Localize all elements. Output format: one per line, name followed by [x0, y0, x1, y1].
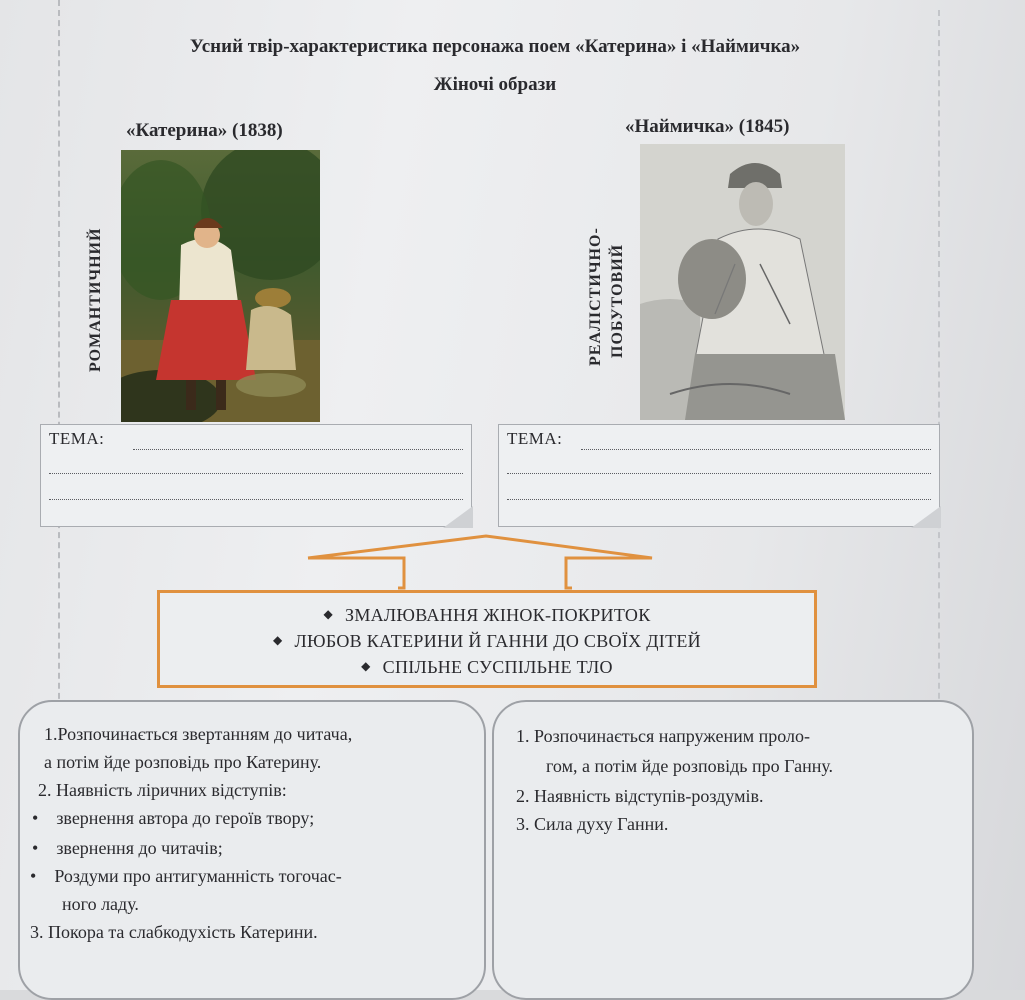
right-list-line: 1. Розпочинається напруженим проло-: [516, 726, 810, 746]
right-list-line: 3. Сила духу Ганни.: [516, 814, 669, 834]
left-list-line: 3. Покора та слабкодухість Катерини.: [30, 922, 318, 942]
right-list-line: 2. Наявність відступів-роздумів.: [516, 786, 764, 806]
right-tema-line-3: [507, 499, 931, 500]
left-tema-fold: [443, 506, 473, 528]
left-tema-label: ТЕМА:: [49, 429, 105, 448]
left-list-line: 2. Наявність ліричних відступів:: [38, 780, 287, 800]
left-tema-line-3: [49, 499, 463, 500]
left-list-bullet-line: • звернення до читачів;: [32, 838, 223, 858]
left-poem-title: «Катерина» (1838): [126, 120, 283, 141]
left-list-line: ного ладу.: [62, 894, 139, 914]
naimychka-drawing: [640, 144, 845, 420]
left-style-label: РОМАНТИЧНИЙ: [87, 227, 104, 372]
common-item-3: ◆ СПІЛЬНЕ СУСПІЛЬНЕ ТЛО: [361, 657, 613, 677]
page-title: Усний твір-характеристика персонажа поем «Катерина» і «Наймичка»: [189, 36, 801, 57]
right-style-label-line2: ПОБУТОВИЙ: [609, 243, 626, 358]
kateryna-painting: [121, 150, 320, 422]
right-list-line: гом, а потім йде розповідь про Ганну.: [546, 756, 834, 776]
bullet-icon: ◆: [323, 607, 333, 621]
left-tema-line-2: [49, 473, 463, 474]
common-features-box: [157, 590, 817, 688]
right-poem-title: «Наймичка» (1845): [625, 116, 790, 137]
right-style-label-line1: РЕАЛІСТИЧНО-: [587, 227, 604, 366]
right-tema-fold: [911, 506, 941, 528]
bullet-icon: ◆: [273, 633, 283, 647]
right-tema-line-2: [507, 473, 931, 474]
left-tema-line-1: [133, 449, 463, 450]
left-list-bullet-line: • звернення автора до героїв твору;: [32, 808, 315, 828]
common-item-2: ◆ ЛЮБОВ КАТЕРИНИ Й ГАННИ ДО СВОЇХ ДІТЕЙ: [273, 631, 701, 651]
dot-icon: •: [32, 838, 39, 858]
left-list-line: а потім йде розповідь про Катерину.: [44, 752, 322, 772]
left-tema-box: [40, 424, 472, 527]
dot-icon: •: [32, 808, 39, 828]
page-subtitle: Жіночі образи: [433, 74, 557, 95]
common-item-1: ◆ ЗМАЛЮВАННЯ ЖІНОК-ПОКРИТОК: [323, 605, 651, 625]
dot-icon: •: [30, 866, 37, 886]
bullet-icon: ◆: [361, 659, 371, 673]
right-tema-label: ТЕМА:: [507, 429, 563, 448]
right-tema-line-1: [581, 449, 931, 450]
connector-arrow: [300, 528, 660, 594]
left-list-line: 1.Розпочинається звертанням до читача,: [44, 724, 353, 744]
left-list-bullet-line: • Роздуми про антигуманність тогочас-: [30, 866, 342, 886]
right-tema-box: [498, 424, 940, 527]
